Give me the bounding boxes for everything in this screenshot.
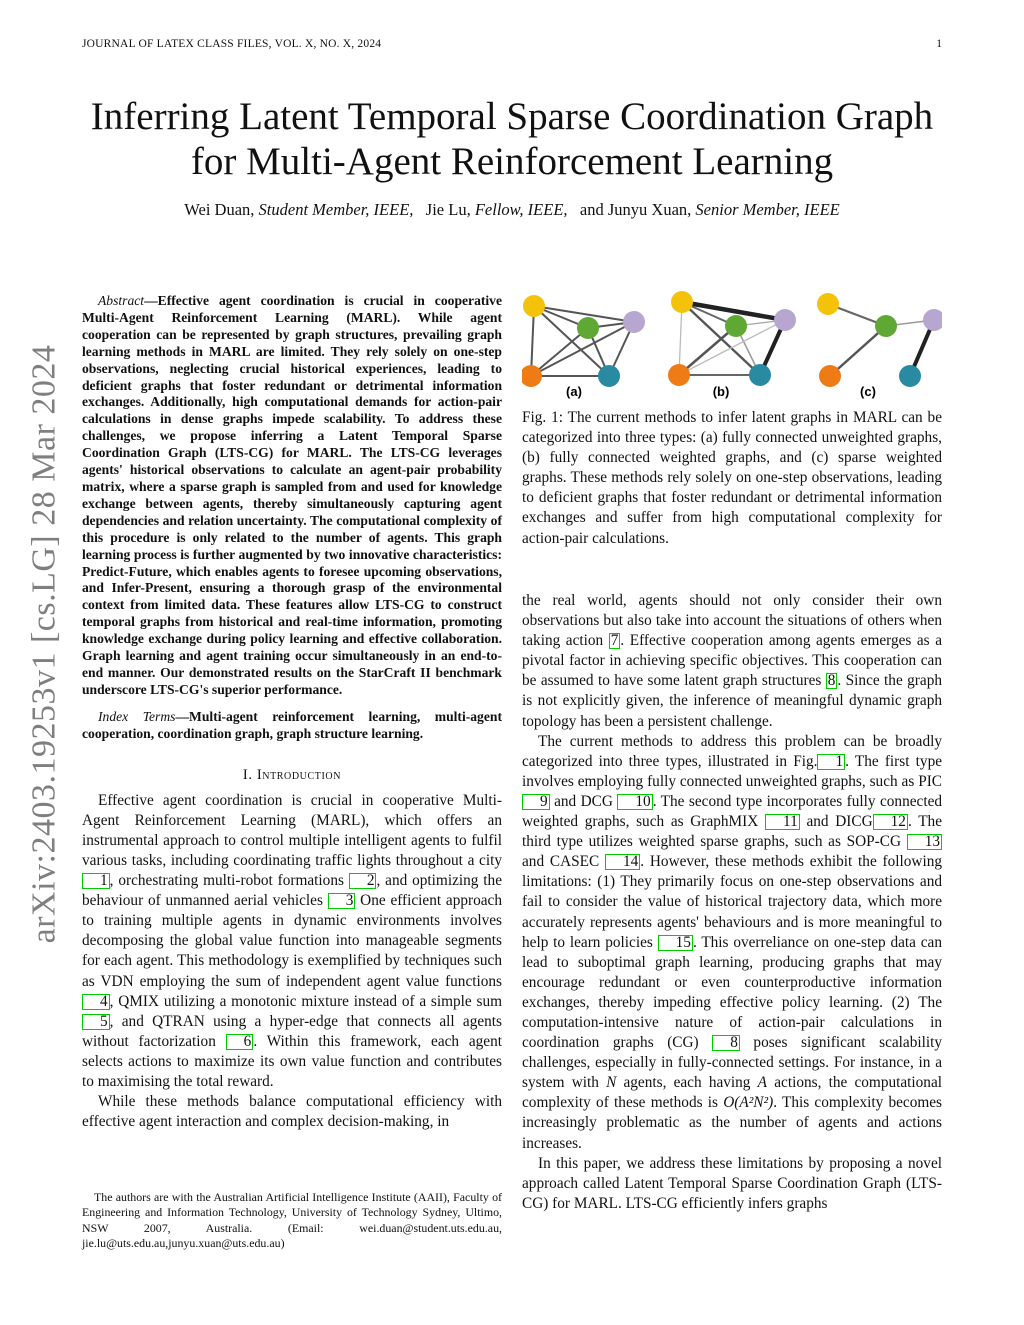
section-heading: I. Introduction xyxy=(242,766,342,783)
graph-panel-a xyxy=(522,295,645,387)
intro-paragraph-2: While these methods balance computational efficiency with effective agent interaction and complex decision-making, in xyxy=(82,1093,502,1131)
citation-link[interactable]: 14 xyxy=(605,854,640,870)
citation-link[interactable]: 4 xyxy=(82,994,110,1010)
citation-link[interactable]: 7 xyxy=(610,632,619,650)
author-role: Student Member, IEEE, xyxy=(258,200,414,219)
agent-node xyxy=(774,309,796,331)
figure-graphs xyxy=(522,290,942,402)
intro-paragraph-4: The current methods to address this problem can be broadly categorized into three types, illustrated in Fig. 1 . The first type involves employing fully connected unweighted graphs, such as PIC 9 and DCG 10 . The second type incorporates fully connected weighted graphs, such as GraphMIX 11 and DICG 12 . The third type utilizes weighted sparse graphs, such as SOP-CG 13 and CASEC 14 . However, these methods exhibit the following limitations: (1) They primarily focus on one-step observations and fail to consider the value of historical trajectory data, which more accurately represents agents' behaviours and is more meaningful to help to learn policies 15 . This overreliance on one-step data can lead to suboptimal graph learning, producing graphs that may encourage redundant or even counterproductive information exchanges, thereby impeding effective policy learning. (2) The computation-intensive nature of action-pair calculations in coordination graphs (CG) 8 poses significant scalability challenges, especially in fully-connected settings. For instance, in a system with N agents, each having A actions, the computational complexity of these methods is O(A²N²). This complexity becomes increasingly problematic as the number of agents and actions increases. xyxy=(522,732,943,1152)
intro-paragraph-1: Effective agent coordination is crucial in cooperative Multi-Agent Reinforcement Learning (MARL), which offers an instrumental approach to control multiple intelligent agents to fulfil various tasks, including coordinating traffic lights throughout a city 1 , orchestrating multi-robot formations 2 , and optimizing the behaviour of unmanned aerial vehicles 3 One efficient approach to training multiple agents in dynamic environments involves decomposing the global value function into manageable segments for each agent. This methodology is exemplified by techniques such as VDN employing the sum of independent agent value functions 4 , QMIX utilizing a monotonic mixture instead of a simple sum 5 , and QTRAN using a hyper-edge that connects all agents without factorization 6 . Within this framework, each agent selects actions to maximize its own value function and contributes to maximising the total reward. xyxy=(82,791,502,1090)
citation-link[interactable]: 8 xyxy=(712,1035,740,1051)
left-column xyxy=(82,293,502,1132)
author-list xyxy=(82,200,942,220)
citation-link[interactable]: 12 xyxy=(873,814,908,830)
arxiv-stamp: arXiv:2403.19253v1 [cs.LG] 28 Mar 2024 xyxy=(25,344,63,944)
agent-node xyxy=(523,295,545,317)
citation-link[interactable]: 2 xyxy=(349,873,377,889)
citation-link[interactable]: 9 xyxy=(522,794,550,810)
figure-link[interactable]: 1 xyxy=(817,754,845,770)
graph-panel-b xyxy=(668,291,796,386)
agent-node xyxy=(875,315,897,337)
running-head: JOURNAL OF LATEX CLASS FILES, VOL. X, NO. X, 2024 xyxy=(82,38,382,50)
citation-link[interactable]: 11 xyxy=(765,814,800,830)
math-var: A xyxy=(757,1074,768,1092)
panel-label-b: (b) xyxy=(712,384,730,399)
figure-caption: Fig. 1: The current methods to infer latent graphs in MARL can be categorized into three types: (a) fully connected unweighted graphs, (b) fully connected weighted graphs, and (c) sparse weighted graphs. These methods rely solely on one-step observations, leading to deficient graphs that foster redundant or detrimental information exchanges and suffer from high computational complexity for action-pair calculations. xyxy=(522,409,942,547)
agent-node xyxy=(749,364,771,386)
abstract: Abstract—Effective agent coordination is crucial in cooperative Multi-Agent Reinforcement Learning (MARL). While agent cooperation can be represented by graph structures, prevailing graph learning methods in MARL are limited. They rely solely on one-step observations, neglecting crucial historical experiences, leading to deficient graphs that foster redundant or detrimental information exchanges. Additionally, high computational demands for action-pair calculations in dense graphs impede scalability. To address these challenges, we propose inferring a Latent Temporal Sparse Coordination Graph (LTS-CG) for MARL. The LTS-CG leverages agents' historical observations to calculate an agent-pair probability matrix, where a sparse graph is sampled from and used for knowledge exchange between agents, thereby simultaneously capturing agent dependencies and relation uncertainty. The computational complexity of this procedure is only related to the number of agents. This graph learning process is further augmented by two innovative characteristics: Predict-Future, which enables agents to foresee upcoming observations, and Infer-Present, ensuring a thorough grasp of the environmental context from limited data. These features allow LTS-CG to construct temporal graphs from historical and real-time information, promoting knowledge exchange during policy learning and effective collaboration. Graph learning and agent training occur simultaneously in an end-to-end manner. Our demonstrated results on the StarCraft II benchmark underscore LTS-CG's superior performance. xyxy=(82,293,502,697)
graph-panel-c xyxy=(817,293,942,387)
math-var: N xyxy=(606,1074,617,1092)
agent-node xyxy=(725,315,747,337)
intro-paragraph-5: In this paper, we address these limitations by proposing a novel approach called Latent Temporal Sparse Coordination Graph (LTS-CG) for MARL. LTS-CG efficiently infers graphs xyxy=(522,1154,942,1212)
right-column xyxy=(522,591,942,1214)
index-terms: Index Terms—Multi-agent reinforcement learning, multi-agent cooperation, coordination graph, graph structure learning. xyxy=(82,708,502,741)
agent-node xyxy=(668,364,690,386)
author-name: and Junyu Xuan, xyxy=(579,200,692,219)
author-role: Senior Member, IEEE xyxy=(695,200,840,219)
paper-title: Inferring Latent Temporal Sparse Coordination Graph for Multi-Agent Reinforcement Learning xyxy=(90,95,934,183)
citation-link[interactable]: 3 xyxy=(328,893,356,909)
citation-link[interactable]: 10 xyxy=(617,794,652,810)
agent-node xyxy=(577,317,599,339)
citation-link[interactable]: 8 xyxy=(827,672,836,690)
intro-paragraph-3: the real world, agents should not only consider their own observations but also take into account the situations of others when taking action 7 . Effective cooperation among agents emerges as a pivotal factor in achieving specific objectives. This cooperation can be assumed to have some latent graph structures 8 . Since the graph is not explicitly given, the inference of meaningful dynamic graph topology has been a persistent challenge. xyxy=(522,592,942,730)
agent-node xyxy=(819,365,841,387)
citation-link[interactable]: 5 xyxy=(82,1014,110,1030)
citation-link[interactable]: 6 xyxy=(226,1034,254,1050)
agent-node xyxy=(817,293,839,315)
math-expression: O(A²N²) xyxy=(723,1094,774,1112)
agent-node xyxy=(671,291,693,313)
panel-label-c: (c) xyxy=(860,384,876,399)
agent-node xyxy=(899,365,921,387)
citation-link[interactable]: 1 xyxy=(82,873,110,889)
agent-node xyxy=(598,365,620,387)
author-name: Jie Lu, xyxy=(425,200,471,219)
agent-node xyxy=(623,311,645,333)
citation-link[interactable]: 15 xyxy=(658,935,693,951)
page-number: 1 xyxy=(936,38,942,50)
agent-node xyxy=(923,309,942,331)
figure-1 xyxy=(522,290,942,549)
author-role: Fellow, IEEE, xyxy=(474,200,568,219)
citation-link[interactable]: 13 xyxy=(907,834,942,850)
author-name: Wei Duan, xyxy=(184,200,255,219)
author-footnote: The authors are with the Australian Artificial Intelligence Institute (AAII), Faculty of Engineering and Information Technology, University of Technology Sydney, Ultimo, NSW 2007, Australia. (Email: wei.duan@student.uts.edu.au, jie.lu@uts.edu.au,junyu.xuan@uts.edu.au) xyxy=(82,1190,502,1251)
panel-label-a: (a) xyxy=(566,384,582,399)
